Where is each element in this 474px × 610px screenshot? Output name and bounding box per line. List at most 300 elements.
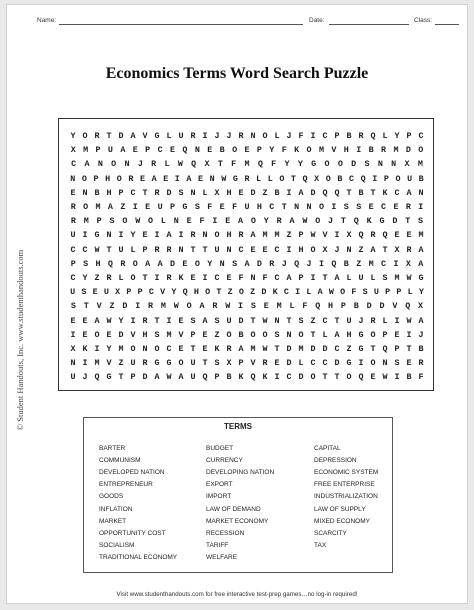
grid-letter: M bbox=[418, 230, 424, 241]
grid-letter: G bbox=[379, 216, 385, 227]
grid-letter: F bbox=[298, 131, 304, 141]
grid-letter: E bbox=[226, 273, 232, 283]
term-item: TARIFF bbox=[206, 541, 229, 549]
grid-letter: E bbox=[225, 216, 231, 227]
worksheet-page bbox=[6, 4, 468, 604]
grid-letter: B bbox=[358, 187, 364, 198]
grid-letter: Z bbox=[358, 244, 364, 255]
grid-letter: L bbox=[298, 358, 304, 369]
grid-letter: R bbox=[212, 301, 218, 312]
grid-letter: I bbox=[358, 358, 364, 369]
grid-letter: S bbox=[81, 287, 87, 298]
grid-letter: Q bbox=[360, 173, 366, 184]
grid-letter: P bbox=[214, 372, 220, 383]
grid-letter: Q bbox=[331, 258, 337, 269]
grid-letter: X bbox=[404, 159, 410, 170]
grid-letter: U bbox=[244, 202, 250, 212]
grid-letter: W bbox=[328, 287, 334, 298]
grid-letter: F bbox=[231, 159, 237, 170]
grid-letter: D bbox=[170, 258, 176, 269]
term-item: DEPRESSION bbox=[314, 457, 357, 465]
grid-letter: Z bbox=[227, 287, 233, 298]
grid-letter: O bbox=[130, 273, 136, 283]
grid-letter: V bbox=[160, 287, 166, 298]
grid-letter: L bbox=[346, 273, 352, 283]
grid-letter: A bbox=[418, 258, 424, 269]
grid-letter: M bbox=[83, 145, 89, 156]
grid-letter: D bbox=[405, 145, 411, 156]
grid-letter: I bbox=[132, 202, 138, 212]
grid-letter: P bbox=[256, 145, 262, 156]
grid-letter: U bbox=[178, 131, 184, 141]
grid-letter: O bbox=[130, 344, 136, 354]
grid-letter: Z bbox=[214, 329, 220, 340]
grid-letter: R bbox=[262, 358, 268, 369]
grid-letter: J bbox=[358, 315, 364, 326]
grid-letter: A bbox=[238, 216, 244, 227]
grid-letter: U bbox=[407, 173, 413, 184]
grid-letter: A bbox=[199, 301, 205, 312]
grid-letter: D bbox=[379, 301, 385, 312]
grid-letter: I bbox=[212, 216, 218, 227]
grid-letter: L bbox=[382, 131, 388, 141]
grid-letter: M bbox=[83, 216, 89, 227]
word-search-grid bbox=[58, 118, 434, 391]
grid-letter: E bbox=[198, 173, 204, 184]
grid-letter: X bbox=[214, 187, 220, 198]
term-item: LAW OF DEMAND bbox=[206, 505, 261, 513]
grid-letter: D bbox=[261, 287, 267, 298]
grid-letter: G bbox=[154, 131, 160, 141]
grid-letter: F bbox=[207, 202, 213, 212]
grid-letter: N bbox=[391, 159, 397, 170]
grid-letter: M bbox=[250, 344, 256, 354]
grid-letter: P bbox=[170, 202, 176, 212]
grid-letter: R bbox=[190, 131, 196, 141]
grid-letter: K bbox=[262, 372, 268, 383]
grid-letter: E bbox=[219, 202, 225, 212]
grid-letter: A bbox=[418, 244, 424, 255]
grid-letter: O bbox=[250, 329, 256, 340]
grid-letter: B bbox=[406, 372, 412, 383]
grid-letter: R bbox=[244, 173, 250, 184]
grid-letter: A bbox=[145, 258, 151, 269]
grid-letter: O bbox=[262, 131, 268, 141]
grid-letter: O bbox=[340, 287, 346, 298]
grid-letter: Q bbox=[191, 159, 197, 170]
grid-letter: R bbox=[94, 131, 100, 141]
grid-letter: T bbox=[142, 187, 148, 198]
grid-letter: Y bbox=[118, 315, 124, 326]
grid-letter: I bbox=[295, 287, 301, 298]
grid-letter: P bbox=[383, 173, 389, 184]
grid-letter: P bbox=[70, 258, 76, 269]
grid-letter: B bbox=[346, 131, 352, 141]
grid-letter: F bbox=[232, 202, 238, 212]
grid-letter: E bbox=[170, 145, 176, 156]
grid-letter: L bbox=[274, 131, 280, 141]
grid-letter: J bbox=[281, 258, 287, 269]
term-item: TAX bbox=[314, 541, 327, 549]
grid-letter: R bbox=[148, 301, 154, 312]
grid-letter: S bbox=[250, 301, 256, 312]
grid-letter: P bbox=[95, 145, 101, 156]
grid-letter: I bbox=[154, 273, 160, 283]
grid-letter: H bbox=[193, 287, 199, 298]
grid-letter: H bbox=[328, 301, 334, 312]
grid-letter: N bbox=[250, 273, 256, 283]
term-item: EXPORT bbox=[206, 481, 233, 489]
grid-letter: Z bbox=[346, 344, 352, 354]
grid-letter: M bbox=[244, 159, 250, 170]
grid-letter: V bbox=[178, 329, 184, 340]
grid-letter: O bbox=[310, 244, 316, 255]
grid-letter: J bbox=[328, 216, 334, 227]
grid-letter: O bbox=[81, 173, 87, 184]
grid-letter: G bbox=[311, 159, 317, 170]
grid-letter: T bbox=[406, 344, 412, 354]
grid-letter: B bbox=[343, 258, 349, 269]
grid-letter: I bbox=[202, 273, 208, 283]
grid-letter: D bbox=[334, 358, 340, 369]
grid-letter: E bbox=[178, 344, 184, 354]
grid-letter: H bbox=[256, 202, 262, 212]
grid-letter: D bbox=[310, 187, 316, 198]
grid-letter: P bbox=[340, 301, 346, 312]
term-item: CURRENCY bbox=[206, 457, 243, 465]
grid-letter: O bbox=[82, 131, 88, 141]
grid-letter: D bbox=[256, 258, 262, 269]
grid-letter: P bbox=[130, 372, 136, 383]
grid-letter: R bbox=[269, 258, 275, 269]
grid-letter: O bbox=[346, 372, 352, 383]
grid-letter: N bbox=[178, 244, 184, 255]
grid-letter: Y bbox=[269, 145, 275, 156]
grid-letter: W bbox=[262, 315, 268, 326]
grid-letter: A bbox=[94, 315, 100, 326]
grid-row bbox=[59, 200, 433, 214]
grid-letter: Q bbox=[382, 230, 388, 241]
grid-letter: G bbox=[154, 358, 160, 369]
grid-letter: Y bbox=[130, 230, 136, 241]
grid-letter: A bbox=[244, 258, 250, 269]
grid-letter: R bbox=[381, 145, 387, 156]
grid-letter: C bbox=[310, 358, 316, 369]
term-item: TRADITIONAL ECONOMY bbox=[99, 553, 178, 561]
grid-letter: R bbox=[166, 273, 172, 283]
grid-letter: L bbox=[407, 287, 413, 298]
grid-letter: T bbox=[370, 187, 376, 198]
grid-letter: R bbox=[226, 344, 232, 354]
grid-letter: S bbox=[382, 273, 388, 283]
grid-letter: F bbox=[351, 287, 357, 298]
grid-letter: R bbox=[238, 230, 244, 241]
grid-letter: G bbox=[94, 230, 100, 241]
grid-letter: N bbox=[286, 329, 292, 340]
grid-letter: O bbox=[94, 329, 100, 340]
grid-letter: P bbox=[298, 273, 304, 283]
grid-letter: Y bbox=[82, 273, 88, 283]
grid-letter: O bbox=[395, 173, 401, 184]
grid-letter: Y bbox=[70, 131, 76, 141]
grid-letter: Q bbox=[405, 301, 411, 312]
grid-letter: R bbox=[142, 315, 148, 326]
grid-letter: V bbox=[96, 301, 102, 312]
grid-letter: R bbox=[358, 131, 364, 141]
grid-letter: M bbox=[95, 202, 101, 212]
grid-letter: O bbox=[226, 329, 232, 340]
grid-letter: T bbox=[370, 344, 376, 354]
grid-letter: Q bbox=[334, 187, 340, 198]
grid-letter: X bbox=[204, 159, 210, 170]
grid-letter: N bbox=[250, 131, 256, 141]
grid-letter: R bbox=[120, 258, 126, 269]
grid-letter: Z bbox=[310, 315, 316, 326]
grid-letter: B bbox=[368, 145, 374, 156]
grid-letter: I bbox=[130, 315, 136, 326]
grid-letter: T bbox=[334, 372, 340, 383]
grid-letter: E bbox=[370, 372, 376, 383]
grid-letter: M bbox=[276, 301, 282, 312]
grid-letter: A bbox=[130, 131, 136, 141]
grid-letter: R bbox=[190, 230, 196, 241]
grid-letter: Z bbox=[118, 358, 124, 369]
grid-letter: O bbox=[186, 301, 192, 312]
grid-letter: H bbox=[226, 230, 232, 241]
grid-letter: O bbox=[262, 329, 268, 340]
grid-letter: G bbox=[232, 173, 238, 184]
grid-letter: E bbox=[190, 273, 196, 283]
grid-letter: O bbox=[132, 258, 138, 269]
grid-letter: U bbox=[226, 315, 232, 326]
grid-letter: T bbox=[217, 159, 223, 170]
grid-letter: E bbox=[244, 145, 250, 156]
grid-letter: R bbox=[166, 244, 172, 255]
grid-letter: O bbox=[315, 216, 321, 227]
grid-letter: W bbox=[302, 216, 308, 227]
grid-letter: A bbox=[334, 273, 340, 283]
grid-row bbox=[59, 157, 433, 171]
grid-letter: U bbox=[358, 273, 364, 283]
grid-letter: Z bbox=[262, 187, 268, 198]
grid-letter: X bbox=[70, 145, 76, 156]
grid-letter: N bbox=[219, 258, 225, 269]
term-item: SOCIALISM bbox=[99, 541, 135, 549]
term-item: DEVELOPING NATION bbox=[206, 469, 275, 477]
name-line bbox=[59, 24, 303, 25]
term-item: IMPORT bbox=[206, 493, 232, 501]
grid-letter: P bbox=[190, 329, 196, 340]
grid-letter: N bbox=[294, 202, 300, 212]
grid-letter: B bbox=[219, 145, 225, 156]
grid-letter: K bbox=[382, 187, 388, 198]
grid-letter: E bbox=[139, 173, 145, 184]
grid-letter: U bbox=[118, 244, 124, 255]
grid-letter: S bbox=[298, 315, 304, 326]
date-label: Date: bbox=[309, 17, 325, 24]
grid-letter: N bbox=[209, 173, 215, 184]
grid-letter: A bbox=[107, 202, 113, 212]
grid-letter: L bbox=[118, 273, 124, 283]
grid-letter: K bbox=[82, 344, 88, 354]
grid-letter: R bbox=[142, 358, 148, 369]
grid-letter: B bbox=[418, 173, 424, 184]
grid-letter: S bbox=[343, 202, 349, 212]
grid-letter: W bbox=[173, 301, 179, 312]
grid-letter: E bbox=[207, 145, 213, 156]
grid-letter: X bbox=[394, 244, 400, 255]
grid-letter: Y bbox=[394, 131, 400, 141]
grid-letter: Q bbox=[250, 372, 256, 383]
grid-letter: C bbox=[238, 244, 244, 255]
term-item: BUDGET bbox=[206, 445, 234, 452]
grid-letter: N bbox=[377, 159, 383, 170]
grid-letter: C bbox=[71, 159, 77, 170]
grid-letter: A bbox=[166, 230, 172, 241]
grid-letter: G bbox=[418, 273, 424, 283]
grid-letter: P bbox=[126, 287, 132, 298]
grid-letter: L bbox=[130, 244, 136, 255]
grid-letter: M bbox=[368, 258, 374, 269]
grid-letter: N bbox=[142, 344, 148, 354]
grid-row bbox=[59, 299, 433, 313]
grid-letter: O bbox=[232, 145, 238, 156]
term-item: ECONOMIC SYSTEM bbox=[314, 469, 379, 477]
grid-letter: R bbox=[418, 358, 424, 369]
grid-letter: C bbox=[269, 202, 275, 212]
grid-letter: I bbox=[238, 301, 244, 312]
grid-letter: F bbox=[281, 145, 287, 156]
side-copyright bbox=[13, 155, 27, 535]
grid-letter: P bbox=[396, 287, 402, 298]
grid-letter: G bbox=[106, 372, 112, 383]
grid-letter: S bbox=[394, 358, 400, 369]
grid-letter: T bbox=[286, 315, 292, 326]
grid-letter: L bbox=[306, 287, 312, 298]
grid-letter: I bbox=[310, 273, 316, 283]
grid-letter: W bbox=[221, 173, 227, 184]
grid-letter: K bbox=[178, 273, 184, 283]
grid-letter: N bbox=[106, 230, 112, 241]
grid-letter: I bbox=[310, 131, 316, 141]
grid-letter: R bbox=[128, 173, 134, 184]
grid-letter: D bbox=[286, 344, 292, 354]
grid-letter: Q bbox=[107, 258, 113, 269]
grid-letter: Q bbox=[182, 145, 188, 156]
grid-letter: D bbox=[286, 358, 292, 369]
grid-letter: R bbox=[370, 315, 376, 326]
grid-letter: T bbox=[154, 315, 160, 326]
grid-letter: W bbox=[166, 372, 172, 383]
grid-letter: O bbox=[238, 287, 244, 298]
grid-letter: J bbox=[306, 258, 312, 269]
grid-letter: F bbox=[418, 372, 424, 383]
grid-letter: L bbox=[160, 216, 166, 227]
grid-letter: C bbox=[394, 187, 400, 198]
grid-letter: A bbox=[334, 329, 340, 340]
grid-letter: S bbox=[190, 315, 196, 326]
terms-box bbox=[83, 417, 393, 573]
page-title: Economics Terms Word Search Puzzle bbox=[105, 65, 369, 82]
grid-letter: P bbox=[142, 244, 148, 255]
grid-letter: Y bbox=[263, 216, 269, 227]
grid-letter: O bbox=[370, 329, 376, 340]
grid-letter: X bbox=[405, 258, 411, 269]
grid-letter: Q bbox=[353, 216, 359, 227]
date-line bbox=[329, 24, 409, 25]
grid-row bbox=[59, 129, 433, 143]
grid-letter: L bbox=[322, 329, 328, 340]
grid-letter: E bbox=[262, 244, 268, 255]
grid-letter: P bbox=[298, 230, 304, 241]
grid-letter: R bbox=[238, 131, 244, 141]
grid-letter: S bbox=[362, 287, 368, 298]
grid-letter: D bbox=[118, 329, 124, 340]
grid-letter: G bbox=[166, 358, 172, 369]
grid-letter: U bbox=[346, 315, 352, 326]
grid-letter: W bbox=[135, 216, 141, 227]
grid-letter: A bbox=[238, 344, 244, 354]
grid-letter: N bbox=[382, 358, 388, 369]
grid-row bbox=[59, 370, 433, 384]
grid-letter: M bbox=[160, 301, 166, 312]
grid-letter: Q bbox=[358, 230, 364, 241]
grid-letter: O bbox=[318, 202, 324, 212]
grid-letter: W bbox=[262, 344, 268, 354]
grid-letter: N bbox=[173, 216, 179, 227]
grid-letter: A bbox=[120, 145, 126, 156]
grid-letter: U bbox=[70, 287, 76, 298]
grid-letter: Q bbox=[302, 173, 308, 184]
grid-letter: D bbox=[310, 344, 316, 354]
grid-letter: V bbox=[322, 230, 328, 241]
term-item: MARKET bbox=[99, 517, 127, 525]
grid-letter: B bbox=[337, 173, 343, 184]
grid-letter: R bbox=[406, 244, 412, 255]
grid-letter: L bbox=[370, 273, 376, 283]
grid-letter: R bbox=[70, 202, 76, 212]
grid-letter: Z bbox=[120, 202, 126, 212]
term-item: BARTER bbox=[99, 445, 126, 452]
grid-letter: O bbox=[148, 216, 154, 227]
grid-letter: C bbox=[381, 258, 387, 269]
grid-letter: T bbox=[190, 244, 196, 255]
grid-letter: U bbox=[130, 358, 136, 369]
grid-letter: W bbox=[177, 159, 183, 170]
grid-letter: L bbox=[166, 131, 172, 141]
grid-letter: C bbox=[157, 145, 163, 156]
term-item: INDUSTRIALIZATION bbox=[314, 493, 378, 501]
grid-letter: C bbox=[274, 244, 280, 255]
grid-letter: M bbox=[393, 145, 399, 156]
grid-letter: D bbox=[122, 301, 128, 312]
grid-letter: I bbox=[70, 329, 76, 340]
grid-letter: T bbox=[250, 315, 256, 326]
grid-letter: N bbox=[190, 187, 196, 198]
grid-letter: T bbox=[290, 173, 296, 184]
grid-letter: Q bbox=[358, 372, 364, 383]
grid-letter: I bbox=[318, 258, 324, 269]
terms-heading: TERMS bbox=[224, 422, 252, 431]
grid-letter: K bbox=[272, 287, 278, 298]
grid-letter: N bbox=[346, 244, 352, 255]
grid-letter: L bbox=[256, 173, 262, 184]
grid-letter: J bbox=[226, 131, 232, 141]
grid-letter: E bbox=[202, 329, 208, 340]
grid-letter: E bbox=[106, 329, 112, 340]
grid-letter: Y bbox=[418, 287, 424, 298]
grid-letter: H bbox=[226, 187, 232, 198]
